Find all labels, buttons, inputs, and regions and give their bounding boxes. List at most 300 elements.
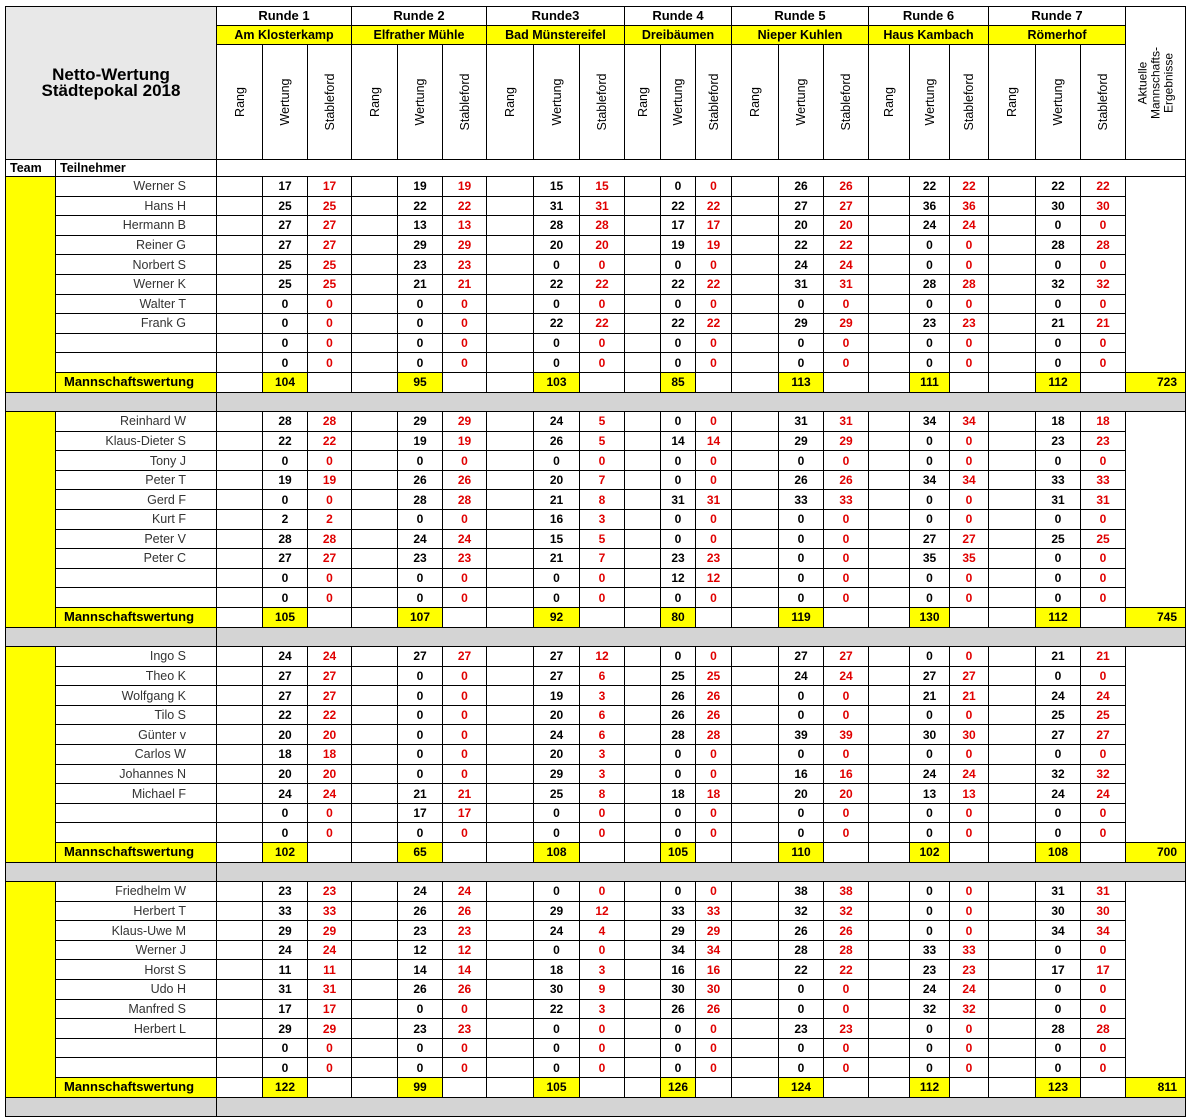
stableford-cell: 0 xyxy=(1081,255,1126,275)
column-label-rang: Rang xyxy=(635,87,650,117)
rank-cell xyxy=(487,686,534,706)
stableford-cell: 19 xyxy=(443,177,487,197)
round-label: Runde 1 xyxy=(217,7,352,26)
column-header-stableford xyxy=(950,45,989,160)
rank-cell xyxy=(869,784,910,804)
rank-cell xyxy=(487,568,534,588)
column-header-rang xyxy=(217,45,263,160)
rank-cell xyxy=(989,764,1036,784)
wertung-cell: 0 xyxy=(910,451,950,471)
rank-cell xyxy=(352,784,398,804)
table-row xyxy=(6,940,1186,960)
rank-cell xyxy=(732,177,779,197)
table-row xyxy=(6,666,1186,686)
participant-name xyxy=(56,1058,217,1078)
rank-cell xyxy=(625,1078,661,1098)
team-round-total: 105 xyxy=(534,1078,580,1098)
table-row xyxy=(6,784,1186,804)
column-header-rang xyxy=(487,45,534,160)
stableford-cell: 0 xyxy=(824,294,869,314)
rank-cell xyxy=(869,999,910,1019)
stableford-cell: 0 xyxy=(580,353,625,373)
wertung-cell: 0 xyxy=(779,529,824,549)
rank-cell xyxy=(352,999,398,1019)
stableford-cell: 24 xyxy=(443,882,487,902)
rank-cell xyxy=(989,235,1036,255)
rank-cell xyxy=(625,843,661,863)
participant-name: Peter C xyxy=(56,549,217,569)
total-results-header xyxy=(1126,7,1186,160)
wertung-cell: 20 xyxy=(534,745,580,765)
wertung-cell: 0 xyxy=(398,1058,443,1078)
rank-cell xyxy=(352,1058,398,1078)
rank-cell xyxy=(625,490,661,510)
stableford-cell: 0 xyxy=(1081,980,1126,1000)
rank-cell xyxy=(352,451,398,471)
rank-cell xyxy=(732,588,779,608)
stableford-cell: 0 xyxy=(580,294,625,314)
table-row xyxy=(6,921,1186,941)
wertung-cell: 19 xyxy=(398,177,443,197)
wertung-cell: 0 xyxy=(661,745,696,765)
wertung-cell: 0 xyxy=(661,412,696,432)
rank-cell xyxy=(625,1058,661,1078)
wertung-cell: 15 xyxy=(534,529,580,549)
stableford-cell: 17 xyxy=(308,177,352,197)
participant-name: Peter V xyxy=(56,529,217,549)
wertung-cell: 0 xyxy=(263,1038,308,1058)
rank-cell xyxy=(869,216,910,236)
wertung-cell: 0 xyxy=(661,255,696,275)
wertung-cell: 17 xyxy=(398,803,443,823)
wertung-cell: 21 xyxy=(1036,647,1081,667)
stableford-cell: 0 xyxy=(824,549,869,569)
table-row xyxy=(6,255,1186,275)
stableford-cell: 7 xyxy=(580,470,625,490)
rank-cell xyxy=(732,549,779,569)
rank-cell xyxy=(732,568,779,588)
rank-cell xyxy=(625,196,661,216)
stableford-cell: 24 xyxy=(308,940,352,960)
stableford-cell: 6 xyxy=(580,666,625,686)
stableford-cell: 0 xyxy=(443,333,487,353)
stableford-cell: 25 xyxy=(308,255,352,275)
table-row xyxy=(6,314,1186,334)
wertung-cell: 0 xyxy=(779,568,824,588)
team-marker xyxy=(6,882,56,1098)
rank-cell xyxy=(352,1038,398,1058)
column-label-rang: Rang xyxy=(882,87,896,117)
rank-cell xyxy=(989,588,1036,608)
team-total-label: Mannschaftswertung xyxy=(56,1078,217,1098)
stableford-cell: 12 xyxy=(580,901,625,921)
rank-cell xyxy=(732,901,779,921)
rank-cell xyxy=(869,940,910,960)
stableford-cell: 0 xyxy=(696,803,732,823)
wertung-cell: 29 xyxy=(534,901,580,921)
wertung-cell: 21 xyxy=(910,686,950,706)
rank-cell xyxy=(352,196,398,216)
participant-name: Kurt F xyxy=(56,510,217,530)
stableford-cell: 24 xyxy=(824,255,869,275)
rank-cell xyxy=(989,666,1036,686)
wertung-cell: 0 xyxy=(263,568,308,588)
rank-cell xyxy=(217,784,263,804)
column-label-wertung: Wertung xyxy=(671,78,685,126)
stableford-cell: 21 xyxy=(1081,647,1126,667)
stableford-cell: 23 xyxy=(696,549,732,569)
column-label-stableford: Stableford xyxy=(322,73,337,131)
rank-cell xyxy=(487,353,534,373)
stableford-total-cell xyxy=(696,607,732,627)
stableford-cell: 0 xyxy=(696,764,732,784)
rank-cell xyxy=(732,1038,779,1058)
participant-name: Reiner G xyxy=(56,235,217,255)
wertung-cell: 23 xyxy=(398,921,443,941)
stableford-cell: 0 xyxy=(1081,216,1126,236)
wertung-cell: 0 xyxy=(1036,745,1081,765)
wertung-cell: 0 xyxy=(534,1019,580,1039)
stableford-cell: 0 xyxy=(950,294,989,314)
column-label-rang: Rang xyxy=(232,87,247,117)
wertung-cell: 39 xyxy=(779,725,824,745)
wertung-cell: 17 xyxy=(1036,960,1081,980)
rank-cell xyxy=(625,294,661,314)
rank-cell xyxy=(732,274,779,294)
wertung-cell: 24 xyxy=(534,921,580,941)
wertung-cell: 0 xyxy=(661,764,696,784)
rank-cell xyxy=(989,686,1036,706)
table-row xyxy=(6,999,1186,1019)
rank-cell xyxy=(352,333,398,353)
rank-cell xyxy=(625,686,661,706)
table-row xyxy=(6,647,1186,667)
wertung-cell: 0 xyxy=(263,353,308,373)
team-round-total: 95 xyxy=(398,372,443,392)
wertung-cell: 32 xyxy=(910,999,950,1019)
rank-cell xyxy=(217,940,263,960)
rank-cell xyxy=(625,960,661,980)
wertung-cell: 25 xyxy=(263,255,308,275)
wertung-cell: 0 xyxy=(398,999,443,1019)
rank-cell xyxy=(732,843,779,863)
rank-cell xyxy=(732,235,779,255)
rank-cell xyxy=(352,960,398,980)
stableford-cell: 24 xyxy=(1081,686,1126,706)
rank-cell xyxy=(487,549,534,569)
wertung-cell: 27 xyxy=(534,666,580,686)
stableford-cell: 5 xyxy=(580,412,625,432)
wertung-cell: 22 xyxy=(1036,177,1081,197)
rank-cell xyxy=(625,588,661,608)
stableford-cell: 17 xyxy=(1081,960,1126,980)
rank-cell xyxy=(732,705,779,725)
wertung-cell: 34 xyxy=(910,412,950,432)
stableford-cell: 27 xyxy=(824,647,869,667)
wertung-cell: 29 xyxy=(534,764,580,784)
wertung-cell: 25 xyxy=(661,666,696,686)
wertung-cell: 30 xyxy=(661,980,696,1000)
rank-cell xyxy=(352,1078,398,1098)
rank-cell xyxy=(732,255,779,275)
rank-cell xyxy=(869,588,910,608)
rank-cell xyxy=(625,314,661,334)
wertung-cell: 22 xyxy=(661,196,696,216)
stableford-cell: 8 xyxy=(580,490,625,510)
wertung-cell: 0 xyxy=(661,882,696,902)
wertung-cell: 0 xyxy=(661,1038,696,1058)
wertung-cell: 0 xyxy=(661,470,696,490)
stableford-cell: 0 xyxy=(1081,451,1126,471)
team-round-total: 103 xyxy=(534,372,580,392)
column-header-rang xyxy=(869,45,910,160)
stableford-cell: 31 xyxy=(1081,882,1126,902)
wertung-cell: 18 xyxy=(534,960,580,980)
wertung-cell: 0 xyxy=(1036,549,1081,569)
rank-cell xyxy=(487,177,534,197)
stableford-cell: 0 xyxy=(696,1038,732,1058)
participant-name: Carlos W xyxy=(56,745,217,765)
rank-cell xyxy=(487,274,534,294)
wertung-cell: 24 xyxy=(910,980,950,1000)
rank-cell xyxy=(989,294,1036,314)
rank-cell xyxy=(869,235,910,255)
wertung-cell: 21 xyxy=(1036,314,1081,334)
wertung-cell: 29 xyxy=(398,412,443,432)
wertung-cell: 0 xyxy=(910,705,950,725)
rank-cell xyxy=(352,255,398,275)
wertung-cell: 27 xyxy=(263,549,308,569)
table-row xyxy=(6,470,1186,490)
rank-cell xyxy=(625,745,661,765)
rank-cell xyxy=(217,666,263,686)
wertung-cell: 0 xyxy=(910,588,950,608)
wertung-cell: 0 xyxy=(1036,353,1081,373)
stableford-cell: 0 xyxy=(696,1019,732,1039)
rank-cell xyxy=(869,372,910,392)
rank-cell xyxy=(487,372,534,392)
rank-cell xyxy=(352,510,398,530)
participant-name: Friedhelm W xyxy=(56,882,217,902)
table-row xyxy=(6,1038,1186,1058)
rank-cell xyxy=(625,999,661,1019)
rank-cell xyxy=(869,1058,910,1078)
stableford-total-cell xyxy=(950,843,989,863)
stableford-cell: 0 xyxy=(950,705,989,725)
stableford-cell: 0 xyxy=(580,588,625,608)
wertung-cell: 18 xyxy=(263,745,308,765)
wertung-cell: 22 xyxy=(534,314,580,334)
participant-name xyxy=(56,803,217,823)
stableford-cell: 27 xyxy=(308,549,352,569)
stableford-cell: 0 xyxy=(443,314,487,334)
stableford-cell: 24 xyxy=(950,216,989,236)
rank-cell xyxy=(487,529,534,549)
wertung-cell: 0 xyxy=(534,588,580,608)
wertung-cell: 28 xyxy=(534,216,580,236)
stableford-cell: 27 xyxy=(1081,725,1126,745)
rank-cell xyxy=(869,843,910,863)
rank-cell xyxy=(352,314,398,334)
wertung-cell: 31 xyxy=(1036,882,1081,902)
rank-cell xyxy=(989,823,1036,843)
wertung-cell: 20 xyxy=(534,470,580,490)
team-round-total: 112 xyxy=(1036,607,1081,627)
rank-cell xyxy=(732,999,779,1019)
wertung-cell: 0 xyxy=(910,745,950,765)
rank-cell xyxy=(217,999,263,1019)
wertung-cell: 0 xyxy=(779,745,824,765)
stableford-cell: 0 xyxy=(696,882,732,902)
wertung-cell: 0 xyxy=(910,294,950,314)
stableford-cell: 0 xyxy=(1081,999,1126,1019)
stableford-cell: 28 xyxy=(1081,1019,1126,1039)
wertung-cell: 0 xyxy=(534,255,580,275)
header-filler xyxy=(217,160,1186,177)
stableford-cell: 28 xyxy=(1081,235,1126,255)
stableford-total-cell xyxy=(443,843,487,863)
rank-cell xyxy=(352,764,398,784)
stableford-cell: 27 xyxy=(308,686,352,706)
rank-cell xyxy=(487,666,534,686)
wertung-cell: 0 xyxy=(910,901,950,921)
rank-cell xyxy=(732,647,779,667)
stableford-cell: 0 xyxy=(443,705,487,725)
stableford-cell: 32 xyxy=(1081,274,1126,294)
column-header-stableford xyxy=(696,45,732,160)
wertung-cell: 28 xyxy=(1036,235,1081,255)
stableford-cell: 0 xyxy=(696,294,732,314)
wertung-cell: 25 xyxy=(534,784,580,804)
stableford-cell: 4 xyxy=(580,921,625,941)
table-row xyxy=(6,764,1186,784)
wertung-cell: 0 xyxy=(263,294,308,314)
team-total-label: Mannschaftswertung xyxy=(56,843,217,863)
stableford-cell: 0 xyxy=(950,235,989,255)
rank-cell xyxy=(732,686,779,706)
column-label-stableford: Stableford xyxy=(706,73,721,131)
rank-cell xyxy=(217,529,263,549)
stableford-cell: 0 xyxy=(950,882,989,902)
stableford-cell: 14 xyxy=(443,960,487,980)
round-label: Runde 5 xyxy=(732,7,869,26)
stableford-cell: 0 xyxy=(308,1058,352,1078)
participant-name: Werner J xyxy=(56,940,217,960)
wertung-cell: 24 xyxy=(779,666,824,686)
stableford-cell: 0 xyxy=(443,1058,487,1078)
rank-cell xyxy=(352,666,398,686)
wertung-cell: 0 xyxy=(1036,255,1081,275)
wertung-cell: 0 xyxy=(1036,568,1081,588)
rank-cell xyxy=(869,921,910,941)
rank-cell xyxy=(869,177,910,197)
rank-cell xyxy=(732,1078,779,1098)
wertung-cell: 0 xyxy=(661,529,696,549)
team-separator xyxy=(6,392,1186,412)
wertung-cell: 26 xyxy=(398,470,443,490)
stableford-cell: 28 xyxy=(950,274,989,294)
wertung-cell: 25 xyxy=(1036,705,1081,725)
wertung-cell: 0 xyxy=(398,1038,443,1058)
participant-name: Klaus-Uwe M xyxy=(56,921,217,941)
participant-name: Ingo S xyxy=(56,647,217,667)
table-row xyxy=(6,529,1186,549)
stableford-cell: 34 xyxy=(950,412,989,432)
rank-cell xyxy=(869,412,910,432)
rank-cell xyxy=(869,529,910,549)
rank-cell xyxy=(487,803,534,823)
wertung-cell: 0 xyxy=(1036,510,1081,530)
wertung-cell: 19 xyxy=(661,235,696,255)
stableford-cell: 28 xyxy=(443,490,487,510)
stableford-cell: 27 xyxy=(443,647,487,667)
column-header-rang xyxy=(989,45,1036,160)
stableford-cell: 26 xyxy=(696,686,732,706)
wertung-cell: 28 xyxy=(661,725,696,745)
table-row xyxy=(6,803,1186,823)
rank-cell xyxy=(217,255,263,275)
wertung-cell: 0 xyxy=(1036,803,1081,823)
stableford-cell: 26 xyxy=(696,705,732,725)
stableford-cell: 19 xyxy=(696,235,732,255)
rank-cell xyxy=(487,412,534,432)
wertung-cell: 0 xyxy=(779,333,824,353)
stableford-total-cell xyxy=(824,372,869,392)
column-header-wertung xyxy=(910,45,950,160)
stableford-cell: 0 xyxy=(824,745,869,765)
stableford-total-cell xyxy=(950,1078,989,1098)
column-header-rang xyxy=(625,45,661,160)
team-round-total: 102 xyxy=(263,843,308,863)
stableford-total-cell xyxy=(580,372,625,392)
stableford-cell: 0 xyxy=(308,1038,352,1058)
rank-cell xyxy=(217,980,263,1000)
wertung-cell: 33 xyxy=(779,490,824,510)
stableford-cell: 0 xyxy=(696,510,732,530)
stableford-cell: 0 xyxy=(950,588,989,608)
round-label: Runde 6 xyxy=(869,7,989,26)
stableford-cell: 0 xyxy=(950,1058,989,1078)
stableford-cell: 29 xyxy=(443,235,487,255)
stableford-cell: 31 xyxy=(580,196,625,216)
column-header-wertung xyxy=(661,45,696,160)
stableford-cell: 35 xyxy=(950,549,989,569)
rank-cell xyxy=(625,901,661,921)
stableford-cell: 32 xyxy=(824,901,869,921)
wertung-cell: 33 xyxy=(910,940,950,960)
wertung-cell: 24 xyxy=(1036,686,1081,706)
participant-name: Herbert L xyxy=(56,1019,217,1039)
stableford-cell: 39 xyxy=(824,725,869,745)
stableford-cell: 0 xyxy=(580,333,625,353)
separator-left xyxy=(6,392,217,412)
stableford-cell: 0 xyxy=(443,823,487,843)
column-header-wertung xyxy=(263,45,308,160)
rank-cell xyxy=(989,510,1036,530)
team-total-spacer xyxy=(1126,647,1186,843)
rank-cell xyxy=(989,745,1036,765)
table-row xyxy=(6,510,1186,530)
rank-cell xyxy=(989,431,1036,451)
wertung-cell: 21 xyxy=(398,274,443,294)
wertung-cell: 0 xyxy=(779,823,824,843)
participant-name: Johannes N xyxy=(56,764,217,784)
stableford-cell: 31 xyxy=(824,274,869,294)
stableford-cell: 27 xyxy=(824,196,869,216)
rank-cell xyxy=(732,510,779,530)
stableford-cell: 0 xyxy=(696,823,732,843)
stableford-cell: 0 xyxy=(824,803,869,823)
